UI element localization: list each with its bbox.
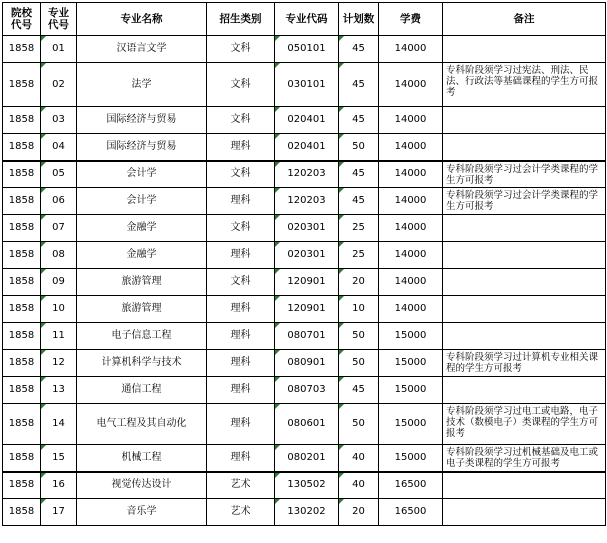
school-code-cell: 1858	[3, 377, 41, 404]
major-name-cell: 法学	[77, 63, 207, 107]
major-code-cell: 080201	[275, 445, 339, 472]
category-cell: 理科	[207, 350, 275, 377]
major-number-cell: 02	[41, 63, 77, 107]
school-code-cell: 1858	[3, 404, 41, 445]
major-number-cell: 05	[41, 161, 77, 188]
major-name-cell: 计算机科学与技术	[77, 350, 207, 377]
note-cell	[443, 296, 606, 323]
major-code-cell: 020401	[275, 134, 339, 161]
quota-cell: 20	[339, 499, 379, 526]
major-code-cell: 020401	[275, 107, 339, 134]
note-cell	[443, 36, 606, 63]
table-row	[3, 472, 606, 499]
note-cell: 专科阶段须学习过会计学类课程的学生方可报考	[443, 161, 606, 188]
major-name-cell: 旅游管理	[77, 296, 207, 323]
category-cell: 艺术	[207, 499, 275, 526]
note-cell	[443, 377, 606, 404]
note-cell: 专科阶段须学习过电工或电路，电子技术（数模电子）类课程的学生方可报考	[443, 404, 606, 445]
category-cell: 文科	[207, 107, 275, 134]
fee-cell: 15000	[379, 404, 443, 445]
major-code-cell: 120203	[275, 161, 339, 188]
note-cell: 专科阶段须学习过机械基础及电工或电子类课程的学生方可报考	[443, 445, 606, 472]
header-major-code: 专业代码	[275, 3, 339, 36]
major-number-cell: 01	[41, 36, 77, 63]
table-row	[3, 188, 606, 215]
major-name-cell: 电子信息工程	[77, 323, 207, 350]
header-major-number: 专业 代号	[41, 3, 77, 36]
fee-cell: 16500	[379, 499, 443, 526]
school-code-cell: 1858	[3, 107, 41, 134]
quota-cell: 45	[339, 377, 379, 404]
quota-cell: 25	[339, 215, 379, 242]
school-code-cell: 1858	[3, 269, 41, 296]
major-name-cell: 金融学	[77, 242, 207, 269]
major-number-cell: 13	[41, 377, 77, 404]
major-name-cell: 会计学	[77, 161, 207, 188]
major-name-cell: 会计学	[77, 188, 207, 215]
note-cell	[443, 215, 606, 242]
table-row	[3, 323, 606, 350]
major-number-cell: 16	[41, 472, 77, 499]
note-cell: 专科阶段须学习过计算机专业相关课程的学生方可报考	[443, 350, 606, 377]
note-cell	[443, 107, 606, 134]
major-number-cell: 08	[41, 242, 77, 269]
table-row	[3, 215, 606, 242]
category-cell: 理科	[207, 377, 275, 404]
table-body	[3, 36, 606, 526]
major-number-cell: 17	[41, 499, 77, 526]
table-row	[3, 404, 606, 445]
table-row	[3, 377, 606, 404]
major-name-cell: 电气工程及其自动化	[77, 404, 207, 445]
table-row	[3, 161, 606, 188]
note-cell	[443, 499, 606, 526]
table-row	[3, 134, 606, 161]
school-code-cell: 1858	[3, 350, 41, 377]
quota-cell: 45	[339, 36, 379, 63]
fee-cell: 14000	[379, 188, 443, 215]
major-code-cell: 020301	[275, 215, 339, 242]
header-school-code: 院校 代号	[3, 3, 41, 36]
table-row	[3, 445, 606, 472]
school-code-cell: 1858	[3, 63, 41, 107]
school-code-cell: 1858	[3, 242, 41, 269]
major-code-cell: 120203	[275, 188, 339, 215]
fee-cell: 15000	[379, 323, 443, 350]
category-cell: 文科	[207, 269, 275, 296]
major-number-cell: 04	[41, 134, 77, 161]
category-cell: 文科	[207, 36, 275, 63]
major-code-cell: 120901	[275, 269, 339, 296]
quota-cell: 50	[339, 404, 379, 445]
major-number-cell: 06	[41, 188, 77, 215]
fee-cell: 14000	[379, 134, 443, 161]
table-row	[3, 107, 606, 134]
header-quota: 计划数	[339, 3, 379, 36]
school-code-cell: 1858	[3, 36, 41, 63]
major-code-cell: 080703	[275, 377, 339, 404]
major-number-cell: 10	[41, 296, 77, 323]
quota-cell: 45	[339, 188, 379, 215]
category-cell: 艺术	[207, 472, 275, 499]
major-code-cell: 080901	[275, 350, 339, 377]
major-code-cell: 130502	[275, 472, 339, 499]
major-code-cell: 120901	[275, 296, 339, 323]
quota-cell: 45	[339, 107, 379, 134]
major-number-cell: 07	[41, 215, 77, 242]
table-row	[3, 63, 606, 107]
school-code-cell: 1858	[3, 445, 41, 472]
school-code-cell: 1858	[3, 134, 41, 161]
quota-cell: 20	[339, 269, 379, 296]
quota-cell: 45	[339, 161, 379, 188]
fee-cell: 14000	[379, 269, 443, 296]
note-cell	[443, 134, 606, 161]
fee-cell: 15000	[379, 350, 443, 377]
note-cell	[443, 323, 606, 350]
table-row	[3, 269, 606, 296]
category-cell: 文科	[207, 161, 275, 188]
quota-cell: 45	[339, 63, 379, 107]
note-cell	[443, 242, 606, 269]
school-code-cell: 1858	[3, 296, 41, 323]
header-fee: 学费	[379, 3, 443, 36]
major-name-cell: 视觉传达设计	[77, 472, 207, 499]
fee-cell: 14000	[379, 242, 443, 269]
major-number-cell: 09	[41, 269, 77, 296]
major-name-cell: 金融学	[77, 215, 207, 242]
fee-cell: 15000	[379, 445, 443, 472]
fee-cell: 14000	[379, 36, 443, 63]
header-note: 备注	[443, 3, 606, 36]
category-cell: 理科	[207, 404, 275, 445]
major-number-cell: 14	[41, 404, 77, 445]
category-cell: 理科	[207, 323, 275, 350]
major-name-cell: 国际经济与贸易	[77, 107, 207, 134]
header-category: 招生类别	[207, 3, 275, 36]
table-row	[3, 242, 606, 269]
fee-cell: 15000	[379, 377, 443, 404]
quota-cell: 50	[339, 134, 379, 161]
category-cell: 理科	[207, 188, 275, 215]
major-name-cell: 旅游管理	[77, 269, 207, 296]
category-cell: 理科	[207, 134, 275, 161]
note-cell: 专科阶段须学习过会计学类课程的学生方可报考	[443, 188, 606, 215]
major-code-cell: 130202	[275, 499, 339, 526]
school-code-cell: 1858	[3, 499, 41, 526]
quota-cell: 50	[339, 350, 379, 377]
category-cell: 理科	[207, 445, 275, 472]
major-code-cell: 080701	[275, 323, 339, 350]
major-code-cell: 050101	[275, 36, 339, 63]
major-number-cell: 11	[41, 323, 77, 350]
major-name-cell: 汉语言文学	[77, 36, 207, 63]
category-cell: 理科	[207, 296, 275, 323]
header-major-name: 专业名称	[77, 3, 207, 36]
school-code-cell: 1858	[3, 472, 41, 499]
major-code-cell: 020301	[275, 242, 339, 269]
major-name-cell: 通信工程	[77, 377, 207, 404]
table-row	[3, 36, 606, 63]
category-cell: 理科	[207, 242, 275, 269]
quota-cell: 40	[339, 445, 379, 472]
major-name-cell: 国际经济与贸易	[77, 134, 207, 161]
major-code-cell: 030101	[275, 63, 339, 107]
fee-cell: 16500	[379, 472, 443, 499]
major-number-cell: 03	[41, 107, 77, 134]
major-number-cell: 12	[41, 350, 77, 377]
quota-cell: 10	[339, 296, 379, 323]
major-number-cell: 15	[41, 445, 77, 472]
fee-cell: 14000	[379, 215, 443, 242]
enrollment-table	[2, 2, 606, 526]
school-code-cell: 1858	[3, 323, 41, 350]
note-cell: 专科阶段须学习过宪法、刑法、民法、行政法等基础课程的学生方可报考	[443, 63, 606, 107]
table-row	[3, 350, 606, 377]
fee-cell: 14000	[379, 63, 443, 107]
major-code-cell: 080601	[275, 404, 339, 445]
note-cell	[443, 269, 606, 296]
note-cell	[443, 472, 606, 499]
major-name-cell: 机械工程	[77, 445, 207, 472]
table-row	[3, 499, 606, 526]
major-name-cell: 音乐学	[77, 499, 207, 526]
category-cell: 文科	[207, 63, 275, 107]
quota-cell: 25	[339, 242, 379, 269]
quota-cell: 50	[339, 323, 379, 350]
quota-cell: 40	[339, 472, 379, 499]
header-row	[3, 3, 606, 36]
category-cell: 文科	[207, 215, 275, 242]
fee-cell: 14000	[379, 296, 443, 323]
school-code-cell: 1858	[3, 161, 41, 188]
school-code-cell: 1858	[3, 188, 41, 215]
school-code-cell: 1858	[3, 215, 41, 242]
fee-cell: 14000	[379, 107, 443, 134]
table-row	[3, 296, 606, 323]
fee-cell: 14000	[379, 161, 443, 188]
